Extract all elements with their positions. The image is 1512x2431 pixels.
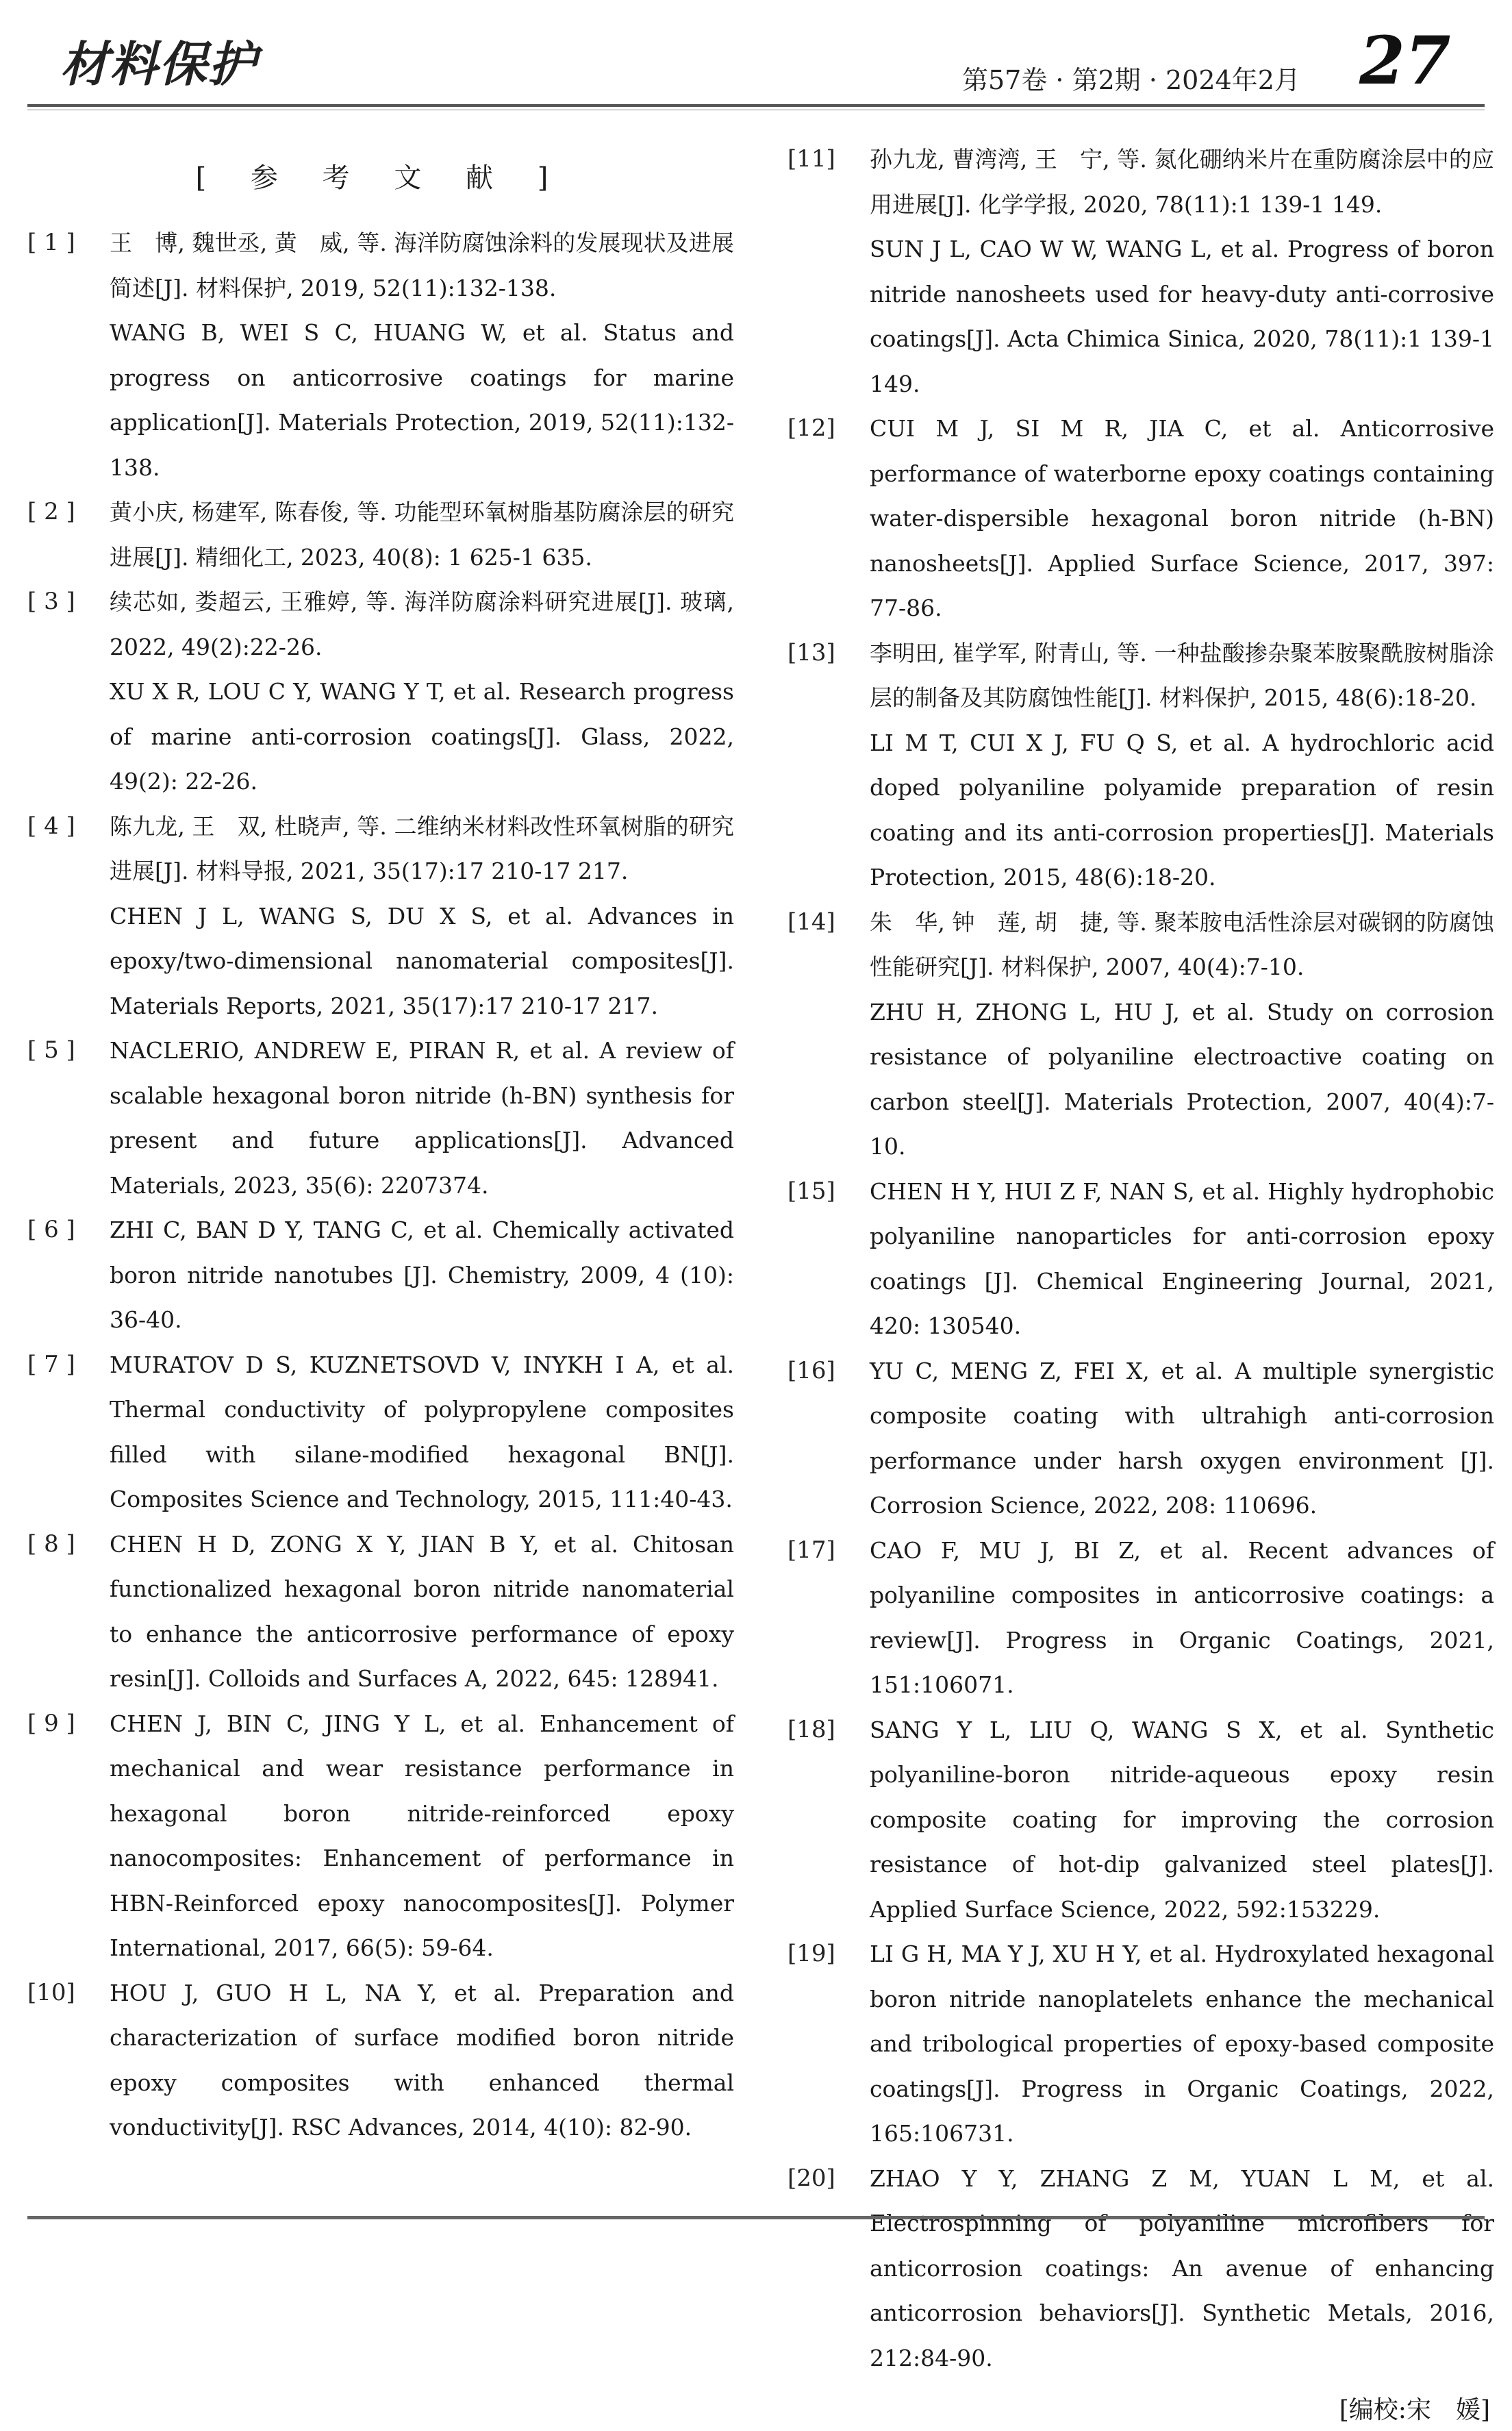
reference-text	[870, 2156, 1494, 2381]
reference-item	[788, 631, 1494, 900]
reference-text	[870, 1932, 1494, 2156]
reference-number: [ 3 ]	[27, 588, 75, 615]
reference-number: [14]	[788, 908, 835, 936]
reference-number: [12]	[788, 414, 835, 442]
reference-line: WANG B, WEI S C, HUANG W, et al. Status and progress on anticorrosive coatings for marine application[J]. Materials Protection, 2019, 52(11):132-138.	[110, 319, 734, 481]
left-column	[27, 156, 734, 2150]
reference-item	[27, 579, 734, 804]
reference-text	[110, 1971, 734, 2150]
reference-list-left	[27, 221, 734, 2150]
reference-text	[870, 1349, 1494, 1528]
reference-text	[110, 1028, 734, 1208]
reference-item	[27, 490, 734, 579]
reference-line: HOU J, GUO H L, NA Y, et al. Preparation and characterization of surface modified boron nitride epoxy composites with enhanced thermal vonductivity[J]. RSC Advances, 2014, 4(10): 82-90.	[110, 1979, 734, 2141]
reference-item	[788, 900, 1494, 1169]
reference-line: CAO F, MU J, BI Z, et al. Recent advances of polyaniline composites in anticorrosive coatings: a review[J]. Progress in Organic Coatings, 2021, 151:106071.	[870, 1536, 1494, 1698]
reference-line: 陈九龙, 王 双, 杜晓声, 等. 二维纳米材料改性环氧树脂的研究进展[J]. 材料导报, 2021, 35(17):17 210-17 217.	[110, 812, 734, 884]
reference-line: ZHAO Y Y, ZHANG Z M, YUAN L M, et al. Electrospinning of polyaniline microfibers for anticorrosion coatings: An avenue of enhancing anticorrosion behaviors[J]. Synthetic Metals, 2016, 212:84-90.	[870, 2165, 1494, 2371]
reference-line: CHEN H Y, HUI Z F, NAN S, et al. Highly hydrophobic polyaniline nanoparticles for anti-corrosion epoxy coatings [J]. Chemical Engineering Journal, 2021, 420: 130540.	[870, 1177, 1494, 1339]
issue-info: 第57卷 · 第2期 · 2024年2月	[962, 65, 1300, 95]
reference-line: SUN J L, CAO W W, WANG L, et al. Progress of boron nitride nanosheets used for heavy-duty anti-corrosive coatings[J]. Acta Chimica Sinica, 2020, 78(11):1 139-1 149.	[870, 236, 1494, 397]
journal-logo: 材料保护	[60, 36, 257, 92]
reference-line: NACLERIO, ANDREW E, PIRAN R, et al. A review of scalable hexagonal boron nitride (h-BN) synthesis for present and future applications[J]. Advanced Materials, 2023, 35(6): 2207374.	[110, 1037, 734, 1199]
section-title: [ 参 考 文 献 ]	[195, 162, 566, 194]
reference-number: [15]	[788, 1177, 835, 1205]
reference-line: LI G H, MA Y J, XU H Y, et al. Hydroxylated hexagonal boron nitride nanoplatelets enhance the mechanical and tribological properties of epoxy-based composite coatings[J]. Progress in Organic Coatings, 2022, 165:106731.	[870, 1941, 1494, 2147]
reference-line: CHEN J L, WANG S, DU X S, et al. Advances in epoxy/two-dimensional nanomaterial composites[J]. Materials Reports, 2021, 35(17):17 210-17 217.	[110, 902, 734, 1019]
reference-number: [16]	[788, 1356, 835, 1384]
reference-number: [ 6 ]	[27, 1216, 75, 1243]
reference-item	[27, 1701, 734, 1971]
reference-item	[788, 1169, 1494, 1349]
reference-item	[788, 1932, 1494, 2156]
reference-number: [13]	[788, 638, 835, 666]
reference-text	[110, 804, 734, 1029]
reference-number: [ 1 ]	[27, 229, 75, 256]
reference-item	[27, 1522, 734, 1701]
reference-line: XU X R, LOU C Y, WANG Y T, et al. Research progress of marine anti-corrosion coatings[J]. Glass, 2022, 49(2): 22-26.	[110, 678, 734, 795]
reference-line: LI M T, CUI X J, FU Q S, et al. A hydrochloric acid doped polyaniline polyamide preparation of resin coating and its anti-corrosion properties[J]. Materials Protection, 2015, 48(6):18-20.	[870, 729, 1494, 890]
reference-item	[27, 1343, 734, 1522]
reference-text	[110, 1522, 734, 1701]
reference-text	[870, 900, 1494, 1169]
header-rule	[27, 104, 1485, 110]
reference-line: 孙九龙, 曹湾湾, 王 宁, 等. 氮化硼纳米片在重防腐涂层中的应用进展[J]. 化学学报, 2020, 78(11):1 139-1 149.	[870, 146, 1494, 218]
reference-line: YU C, MENG Z, FEI X, et al. A multiple synergistic composite coating with ultrahigh anti-corrosion performance under harsh oxygen environment [J]. Corrosion Science, 2022, 208: 110696.	[870, 1357, 1494, 1519]
reference-text	[110, 579, 734, 804]
reference-line: CUI M J, SI M R, JIA C, et al. Anticorrosive performance of waterborne epoxy coatings containing water-dispersible hexagonal boron nitride (h-BN) nanosheets[J]. Applied Surface Science, 2017, 397: 77-86.	[870, 415, 1494, 621]
reference-item	[788, 1349, 1494, 1528]
footer-rule	[27, 2216, 1485, 2219]
reference-line: 李明田, 崔学军, 附青山, 等. 一种盐酸掺杂聚苯胺聚酰胺树脂涂层的制备及其防腐蚀性能[J]. 材料保护, 2015, 48(6):18-20.	[870, 639, 1494, 711]
reference-line: 续芯如, 娄超云, 王雅婷, 等. 海洋防腐涂料研究进展[J]. 玻璃, 2022, 49(2):22-26.	[110, 588, 734, 660]
reference-line: CHEN J, BIN C, JING Y L, et al. Enhancement of mechanical and wear resistance performance in hexagonal boron nitride-reinforced epoxy nanocomposites: Enhancement of performance in HBN-Reinforced epoxy nanocomposites[J]. Polymer International, 2017, 66(5): 59-64.	[110, 1710, 734, 1961]
reference-item	[27, 221, 734, 490]
right-column	[788, 137, 1494, 2431]
reference-text	[870, 137, 1494, 406]
reference-item	[27, 1971, 734, 2150]
editor-note: [编校:宋 媛]	[1339, 2396, 1490, 2424]
reference-text	[870, 1169, 1494, 1349]
reference-item	[788, 1708, 1494, 1932]
reference-text	[870, 1528, 1494, 1708]
reference-number: [ 2 ]	[27, 498, 75, 525]
page-number: 27	[1359, 22, 1451, 99]
reference-item	[27, 1028, 734, 1208]
reference-item	[788, 137, 1494, 406]
reference-item	[27, 804, 734, 1029]
reference-line: CHEN H D, ZONG X Y, JIAN B Y, et al. Chitosan functionalized hexagonal boron nitride nanomaterial to enhance the anticorrosive performance of epoxy resin[J]. Colloids and Surfaces A, 2022, 645: 128941.	[110, 1530, 734, 1692]
reference-item	[788, 2156, 1494, 2381]
reference-number: [ 4 ]	[27, 812, 75, 840]
reference-line: 王 博, 魏世丞, 黄 威, 等. 海洋防腐蚀涂料的发展现状及进展简述[J]. 材料保护, 2019, 52(11):132-138.	[110, 229, 734, 301]
reference-number: [17]	[788, 1536, 835, 1564]
reference-text	[110, 1208, 734, 1343]
reference-line: 黄小庆, 杨建军, 陈春俊, 等. 功能型环氧树脂基防腐涂层的研究进展[J]. 精细化工, 2023, 40(8): 1 625-1 635.	[110, 499, 734, 571]
reference-number: [ 5 ]	[27, 1036, 75, 1064]
reference-number: [18]	[788, 1715, 835, 1743]
reference-line: SANG Y L, LIU Q, WANG S X, et al. Synthetic polyaniline-boron nitride-aqueous epoxy resin composite coating for improving the corrosion resistance of hot-dip galvanized steel plates[J]. Applied Surface Science, 2022, 592:153229.	[870, 1716, 1494, 1923]
reference-line: ZHU H, ZHONG L, HU J, et al. Study on corrosion resistance of polyaniline electroactive coating on carbon steel[J]. Materials Protection, 2007, 40(4):7-10.	[870, 998, 1494, 1160]
reference-text	[110, 1701, 734, 1971]
reference-number: [10]	[27, 1978, 75, 2006]
reference-number: [ 9 ]	[27, 1709, 75, 1737]
reference-number: [19]	[788, 1940, 835, 1967]
reference-line: MURATOV D S, KUZNETSOVD V, INYKH I A, et al. Thermal conductivity of polypropylene composites filled with silane-modified hexagonal BN[J]. Composites Science and Technology, 2015, 111:40-43.	[110, 1351, 734, 1512]
reference-text	[870, 1708, 1494, 1932]
reference-text	[110, 490, 734, 579]
page-header	[0, 0, 1512, 110]
reference-item	[27, 1208, 734, 1343]
reference-text	[870, 631, 1494, 900]
reference-text	[110, 1343, 734, 1522]
reference-number: [11]	[788, 145, 835, 173]
reference-number: [20]	[788, 2164, 835, 2192]
reference-list-right	[788, 137, 1494, 2380]
reference-text	[110, 221, 734, 490]
reference-line: ZHI C, BAN D Y, TANG C, et al. Chemically activated boron nitride nanotubes [J]. Chemistry, 2009, 4 (10): 36-40.	[110, 1217, 734, 1333]
reference-text	[870, 406, 1494, 631]
reference-item	[788, 1528, 1494, 1708]
reference-number: [ 7 ]	[27, 1350, 75, 1378]
reference-number: [ 8 ]	[27, 1530, 75, 1558]
reference-line: 朱 华, 钟 莲, 胡 捷, 等. 聚苯胺电活性涂层对碳钢的防腐蚀性能研究[J]. 材料保护, 2007, 40(4):7-10.	[870, 908, 1494, 980]
reference-item	[788, 406, 1494, 631]
